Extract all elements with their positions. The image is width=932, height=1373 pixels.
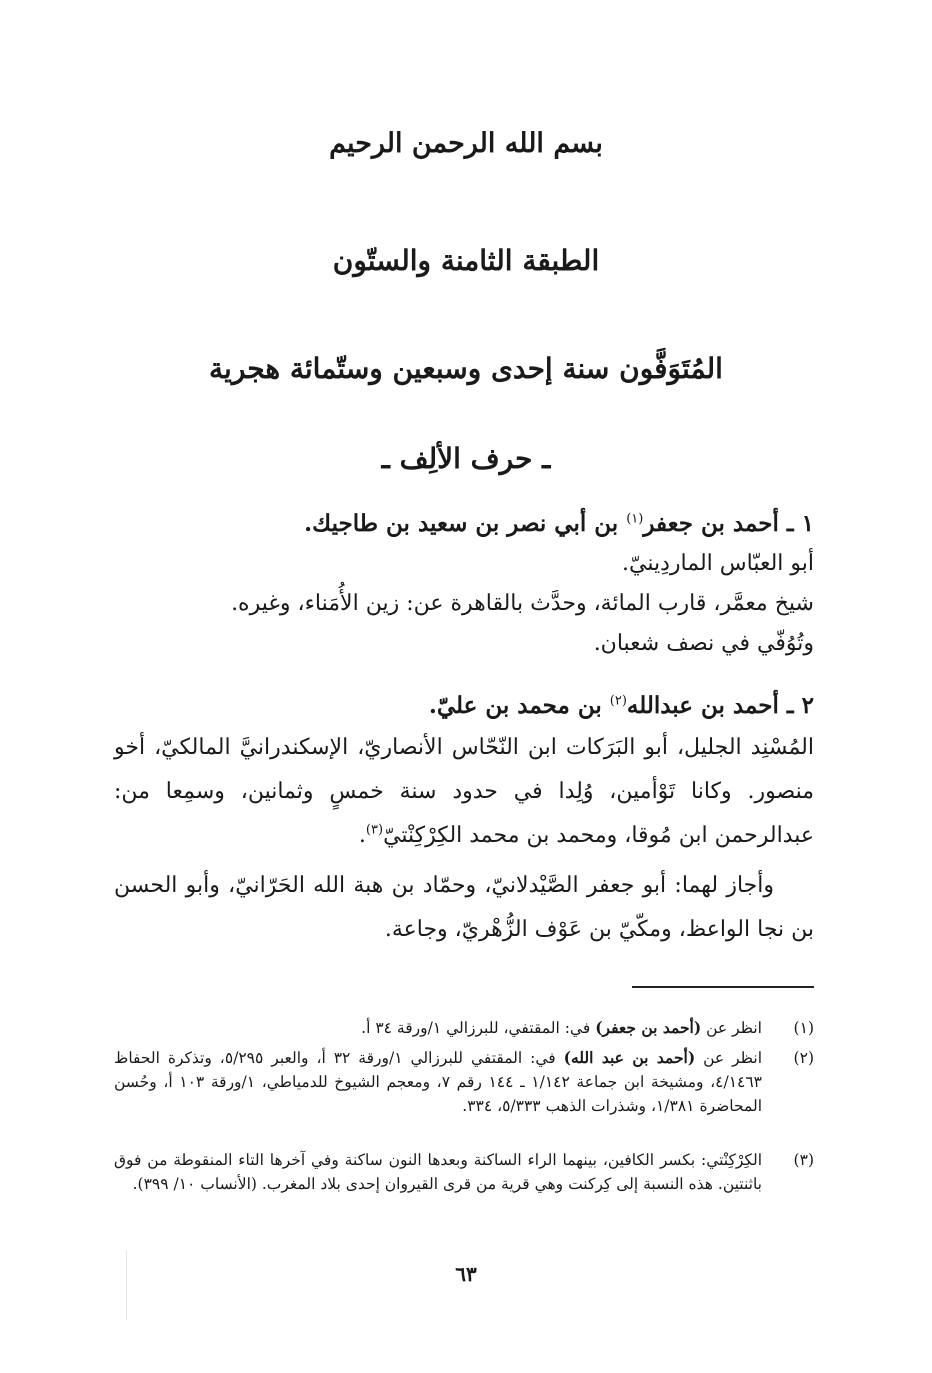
entry-2 [114, 686, 814, 952]
footnote-ref-3: (٣) [365, 822, 384, 838]
year-heading: المُتَوَفَّون سنة إحدى وسبعين وستّمائة هجرية [209, 352, 723, 385]
entry-1-lineage: بن أبي نصر بن سعيد بن طاجيك. [304, 510, 627, 537]
entry-2-heading [114, 686, 814, 726]
footnote-3-text: الكِرْكِنْتي: بكسر الكافين، بينهما الراء الساكنة وبعدها النون ساكنة وفي آخرها التاء المنقوطة من فوق باثنتين. هذه النسبة إلى كِركنت وهي قرية من قرى القيروان إحدى بلاد المغرب. (الأنساب ١٠/ ٣٩٩). [114, 1151, 762, 1193]
footnote-separator [632, 986, 814, 988]
footnote-2-number: (٢) [793, 1049, 814, 1067]
footnote-3 [114, 1148, 814, 1196]
footnote-ref-1: (١) [626, 511, 644, 527]
entry-2-paragraph-2: وأجاز لهما: أبو جعفر الصَّيْدلانيّ، وحمّاد بن هبة الله الحَرّانيّ، وأبو الحسن بن نجا الواعظ، ومكّيّ بن عَوْف الزُّهْريّ، وجاعة. [114, 873, 814, 942]
basmala-heading: بسم الله الرحمن الرحيم [329, 128, 603, 159]
entry-1-description: شيخ معمَّر، قارب المائة، وحدَّث بالقاهرة عن: زين الأُمَناء، وغيره. [231, 591, 814, 616]
tabaqa-heading: الطبقة الثامنة والستّون [332, 244, 600, 277]
entry-1-heading [114, 504, 814, 544]
footnote-1 [114, 1016, 814, 1040]
entry-2-name: ٢ ـ أحمد بن عبدالله [626, 692, 814, 719]
entry-1-name: ١ ـ أحمد بن جعفر [643, 510, 814, 537]
footnote-3-number: (٣) [793, 1151, 814, 1169]
footnote-2-text: انظر عن (أحمد بن عبد الله) في: المقتفي للبرزالي ١/ورقة ٣٢ أ، والعبر ٥/٢٩٥، وتذكرة الحفاظ ٤/١٤٦٣، ومشيخة ابن جماعة ١/١٤٢ ـ ١٤٤ رقم ٧، ومعجم الشيوخ للدمياطي، ١/ورقة ١٠٣ أ، وحُسن المحاضرة ١/٣٨١، وشذرات الذهب ٥/٣٣٣، ٣٣٤. [114, 1048, 763, 1115]
entry-1-death: وتُوُفّي في نصف شعبان. [593, 631, 814, 656]
footnote-ref-2: (٢) [609, 693, 627, 709]
footnote-2 [114, 1046, 814, 1118]
entry-1-kunya: أبو العبّاس الماردِينيّ. [622, 551, 814, 576]
entry-1 [114, 504, 814, 664]
page-number: ٦٣ [455, 1262, 477, 1286]
entry-2-lineage: بن محمد بن عليّ. [428, 692, 610, 719]
letter-heading: ـ حرف الألِف ـ [381, 442, 551, 475]
entry-2-paragraph-1: المُسْنِد الجليل، أبو البَرَكات ابن النّحّاس الأنصاريّ، الإسكندرانيَّ المالكيّ، أخو منصور. وكانا تَوْأمين، وُلِدا في حدود سنة خمسٍ وثمانين، وسمِعا من: عبدالرحمن ابن مُوقا، ومحمد بن محمد الكِرْكِنْتيّ$^{(٣)}$. [114, 735, 814, 848]
footnote-1-number: (١) [793, 1019, 814, 1037]
footnote-1-text: انظر عن (أحمد بن جعفر) في: المقتفي، للبرزالي ١/ورقة ٣٤ أ. [361, 1018, 762, 1037]
